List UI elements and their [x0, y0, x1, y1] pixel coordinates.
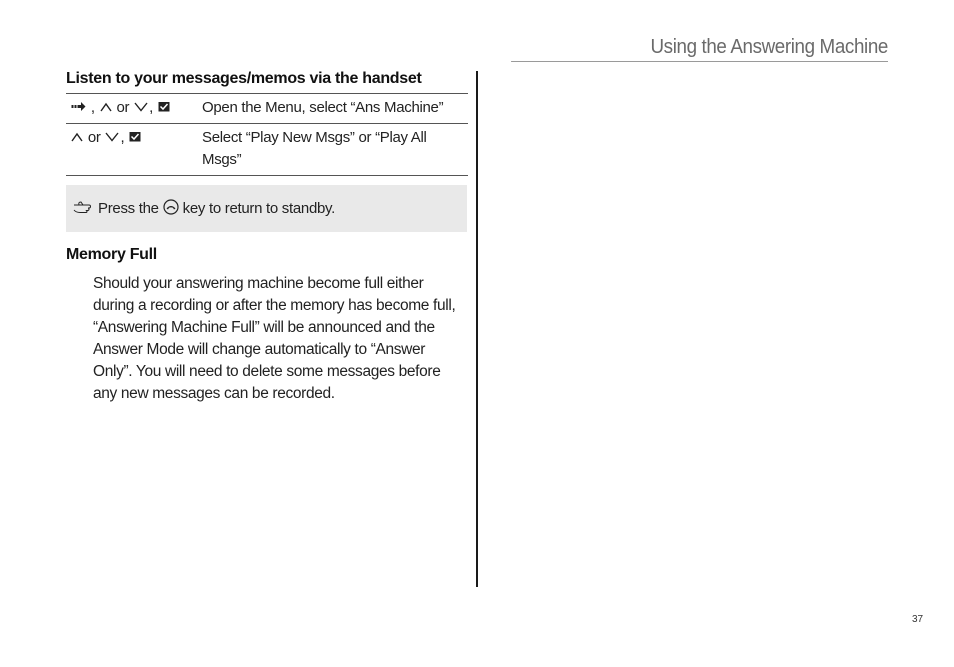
menu-arrow-icon: [71, 97, 86, 119]
pointing-hand-icon: [73, 200, 91, 217]
steps-table: [66, 93, 468, 176]
down-chevron-icon: [134, 97, 148, 119]
step-description: Select “Play New Msgs” or “Play All Msgs”: [202, 129, 427, 169]
step-keys: [66, 94, 202, 124]
step-description: Open the Menu, select “Ans Machine”: [202, 99, 444, 116]
down-chevron-icon: [105, 127, 119, 149]
running-header: Using the Answering Machine: [511, 36, 888, 62]
key-separator-text: ,: [149, 99, 157, 116]
note-text-before: Press the: [98, 200, 159, 218]
step-row: [66, 124, 468, 176]
section-title-listen: Listen to your messages/memos via the handset: [66, 70, 422, 87]
up-chevron-icon: [100, 97, 112, 119]
ok-check-icon: [129, 127, 141, 149]
key-separator-text: or: [84, 129, 105, 147]
key-separator-text: ,: [120, 129, 129, 147]
note-box: [66, 185, 467, 232]
key-separator-text: or: [112, 99, 134, 116]
step-keys: [66, 124, 202, 176]
page-number: 37: [912, 614, 924, 625]
step-row: [66, 94, 468, 124]
memory-full-paragraph: Should your answering machine become full either during a recording or after the memory has become full, “Answering Machine Full” will be announced and the Answer Mode will change automatically to “Answer Only”. You will need to delete some messages before any new messages can be recorded.: [93, 275, 456, 403]
ok-check-icon: [158, 97, 170, 119]
key-separator-text: ,: [87, 99, 99, 116]
section-title-memory-full: Memory Full: [66, 246, 157, 264]
left-column: [66, 70, 468, 405]
end-call-key-icon: [163, 199, 179, 219]
note-text-after: key to return to standby.: [182, 200, 335, 218]
up-chevron-icon: [71, 127, 83, 149]
column-divider: [476, 71, 478, 587]
